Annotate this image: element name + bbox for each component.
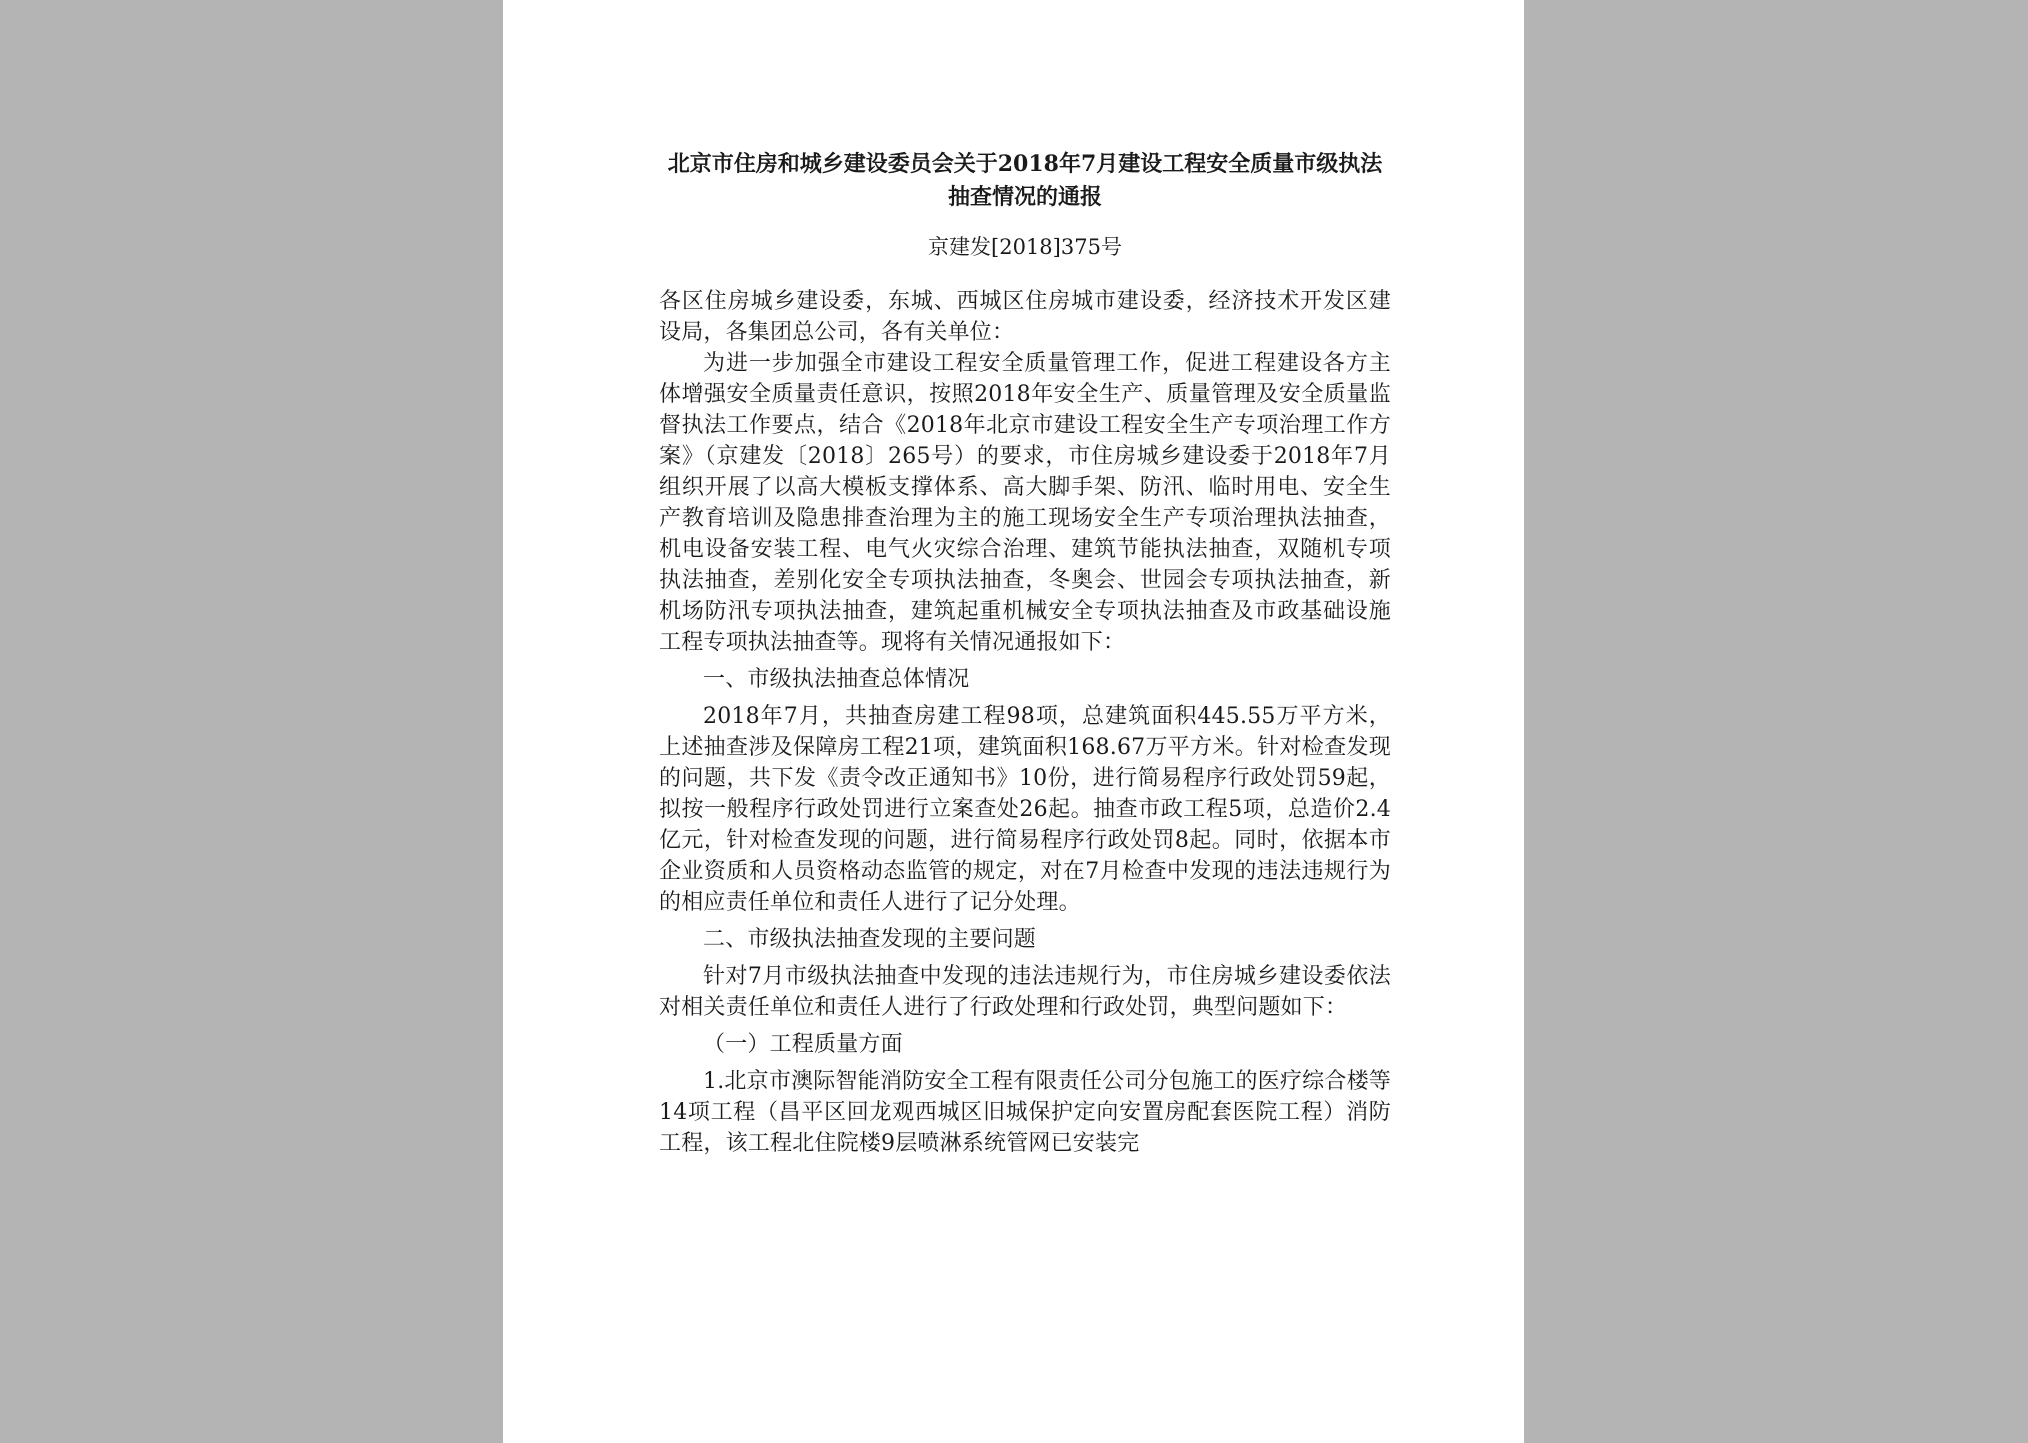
document-page: [503, 0, 1524, 1443]
body-paragraph: 1.北京市澳际智能消防安全工程有限责任公司分包施工的医疗综合楼等14项工程（昌平区回龙观西城区旧城保护定向安置房配套医院工程）消防工程，该工程北住院楼9层喷淋系统管网已安装完: [659, 1069, 1391, 1156]
document-body: [659, 286, 1391, 1159]
body-paragraph: 2018年7月，共抽查房建工程98项，总建筑面积445.55万平方米，上述抽查涉及保障房工程21项，建筑面积168.67万平方米。针对检查发现的问题，共下发《责令改正通知书》10份，进行简易程序行政处罚59起，拟按一般程序行政处罚进行立案查处26起。抽查市政工程5项，总造价2.4亿元，针对检查发现的问题，进行简易程序行政处罚8起。同时，依据本市企业资质和人员资格动态监管的规定，对在7月检查中发现的违法违规行为的相应责任单位和责任人进行了记分处理。: [659, 704, 1391, 915]
body-paragraph: 为进一步加强全市建设工程安全质量管理工作，促进工程建设各方主体增强安全质量责任意识，按照2018年安全生产、质量管理及安全质量监督执法工作要点，结合《2018年北京市建设工程安全生产专项治理工作方案》（京建发〔2018〕265号）的要求，市住房城乡建设委于2018年7月组织开展了以高大模板支撑体系、高大脚手架、防汛、临时用电、安全生产教育培训及隐患排查治理为主的施工现场安全生产专项治理执法抽查，机电设备安装工程、电气火灾综合治理、建筑节能执法抽查，双随机专项执法抽查，差别化安全专项执法抽查，冬奥会、世园会专项执法抽查，新机场防汛专项执法抽查，建筑起重机械安全专项执法抽查及市政基础设施工程专项执法抽查等。现将有关情况通报如下：: [659, 351, 1391, 655]
section-heading: 二、市级执法抽查发现的主要问题: [703, 927, 1037, 952]
document-title: 北京市住房和城乡建设委员会关于2018年7月建设工程安全质量市级执法抽查情况的通报: [667, 151, 1383, 210]
document-number: 京建发[2018]375号: [928, 235, 1122, 259]
body-paragraph: 针对7月市级执法抽查中发现的违法违规行为，市住房城乡建设委依法对相关责任单位和责任人进行了行政处理和行政处罚，典型问题如下：: [659, 964, 1391, 1020]
addressee-paragraph: 各区住房城乡建设委，东城、西城区住房城市建设委，经济技术开发区建设局，各集团总公司，各有关单位：: [659, 289, 1391, 345]
document-content: [659, 148, 1391, 1159]
section-heading: 一、市级执法抽查总体情况: [703, 667, 970, 692]
subsection-heading: （一）工程质量方面: [703, 1032, 903, 1057]
